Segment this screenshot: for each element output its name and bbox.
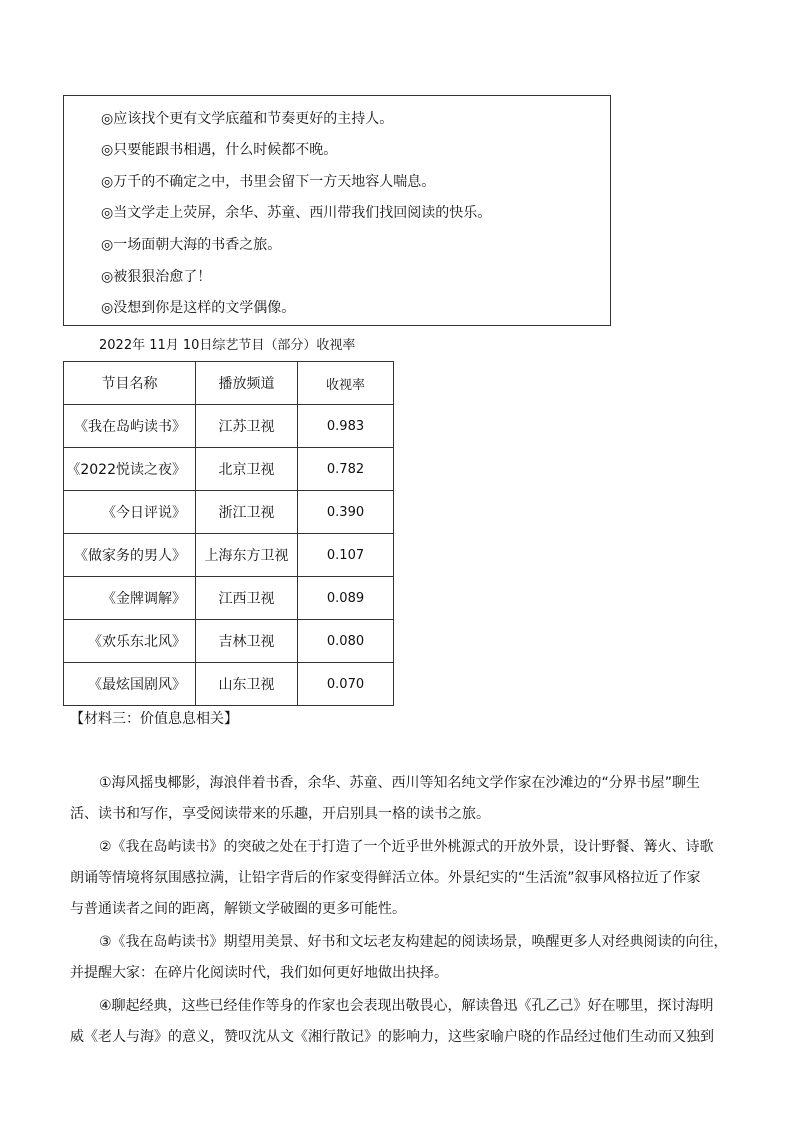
comment-line: ◎没想到你是这样的文学偶像。 [101,300,296,316]
rating-cell: 0.080 [298,620,394,663]
comment-line: ◎万千的不确定之中，书里会留下一方天地容人喘息。 [101,174,436,190]
paragraph-line: ②《我在岛屿读书》的突破之处在于打造了一个近乎世外桃源式的开放外景，设计野餐、篝火、诗歌 [99,839,714,855]
channel-cell: 江苏卫视 [196,405,298,448]
paragraph-line: ③《我在岛屿读书》期望用美景、好书和文坛老友构建起的阅读场景，唤醒更多人对经典阅读的向往， [99,934,728,950]
table-caption: 2022年 11月 10日综艺节目（部分）收视率 [99,338,356,353]
table-row [64,534,394,577]
channel-cell: 江西卫视 [196,577,298,620]
paragraph-line: ④聊起经典，这些已经佳作等身的作家也会表现出敬畏心，解读鲁迅《孔乙己》好在哪里，探讨海明 [99,998,714,1014]
table-row [64,577,394,620]
program-name-cell: 《我在岛屿读书》 [64,405,196,448]
ratings-table [63,361,394,706]
paragraph-line: ①海风摇曳椰影，海浪伴着书香，余华、苏童、西川等知名纯文学作家在沙滩边的“分界书屋”聊生 [99,775,701,791]
channel-cell: 上海东方卫视 [196,534,298,577]
program-name-cell: 《欢乐东北风》 [64,620,196,663]
comment-line: ◎被狠狠治愈了！ [101,269,212,285]
channel-cell: 山东卫视 [196,663,298,706]
channel-cell: 吉林卫视 [196,620,298,663]
program-name-cell: 《金牌调解》 [64,577,196,620]
comments-box [63,95,611,326]
comment-line: ◎应该找个更有文学底蕴和节奏更好的主持人。 [101,111,394,127]
rating-cell: 0.782 [298,448,394,491]
program-name-cell: 《2022悦读之夜》 [64,448,196,491]
channel-cell: 北京卫视 [196,448,298,491]
table-row [64,663,394,706]
program-name-cell: 《最炫国剧风》 [64,663,196,706]
table-row [64,405,394,448]
rating-cell: 0.390 [298,491,394,534]
header-rating: 收视率 [298,362,394,405]
comment-line: ◎一场面朝大海的书香之旅。 [101,237,282,253]
rating-cell: 0.107 [298,534,394,577]
header-channel: 播放频道 [196,362,298,405]
paragraph-line: 并提醒大家：在碎片化阅读时代，我们如何更好地做出抉择。 [70,965,448,981]
rating-cell: 0.983 [298,405,394,448]
rating-cell: 0.070 [298,663,394,706]
channel-cell: 浙江卫视 [196,491,298,534]
table-row [64,620,394,663]
table-row [64,448,394,491]
program-name-cell: 《今日评说》 [64,491,196,534]
paragraph-line: 与普通读者之间的距离，解锁文学破圈的更多可能性。 [70,901,406,917]
rating-cell: 0.089 [298,577,394,620]
header-program-name: 节目名称 [64,362,196,405]
program-name-cell: 《做家务的男人》 [64,534,196,577]
paragraph-line: 朗诵等情境将氛围感拉满，让铅字背后的作家变得鲜活立体。外景纪实的“生活流”叙事风格拉近了作家 [70,870,701,886]
table-row [64,491,394,534]
paragraph-line: 活、读书和写作，享受阅读带来的乐趣，开启别具一格的读书之旅。 [70,806,490,822]
table-header-row [64,362,394,405]
comment-line: ◎只要能跟书相遇，什么时候都不晚。 [101,142,338,158]
comment-line: ◎当文学走上荧屏，余华、苏童、西川带我们找回阅读的快乐。 [101,205,492,221]
paragraph-line: 威《老人与海》的意义，赞叹沈从文《湘行散记》的影响力，这些家喻户晓的作品经过他们生动而又独到 [70,1029,714,1045]
material-three-heading: 【材料三：价值息息相关】 [70,711,238,727]
